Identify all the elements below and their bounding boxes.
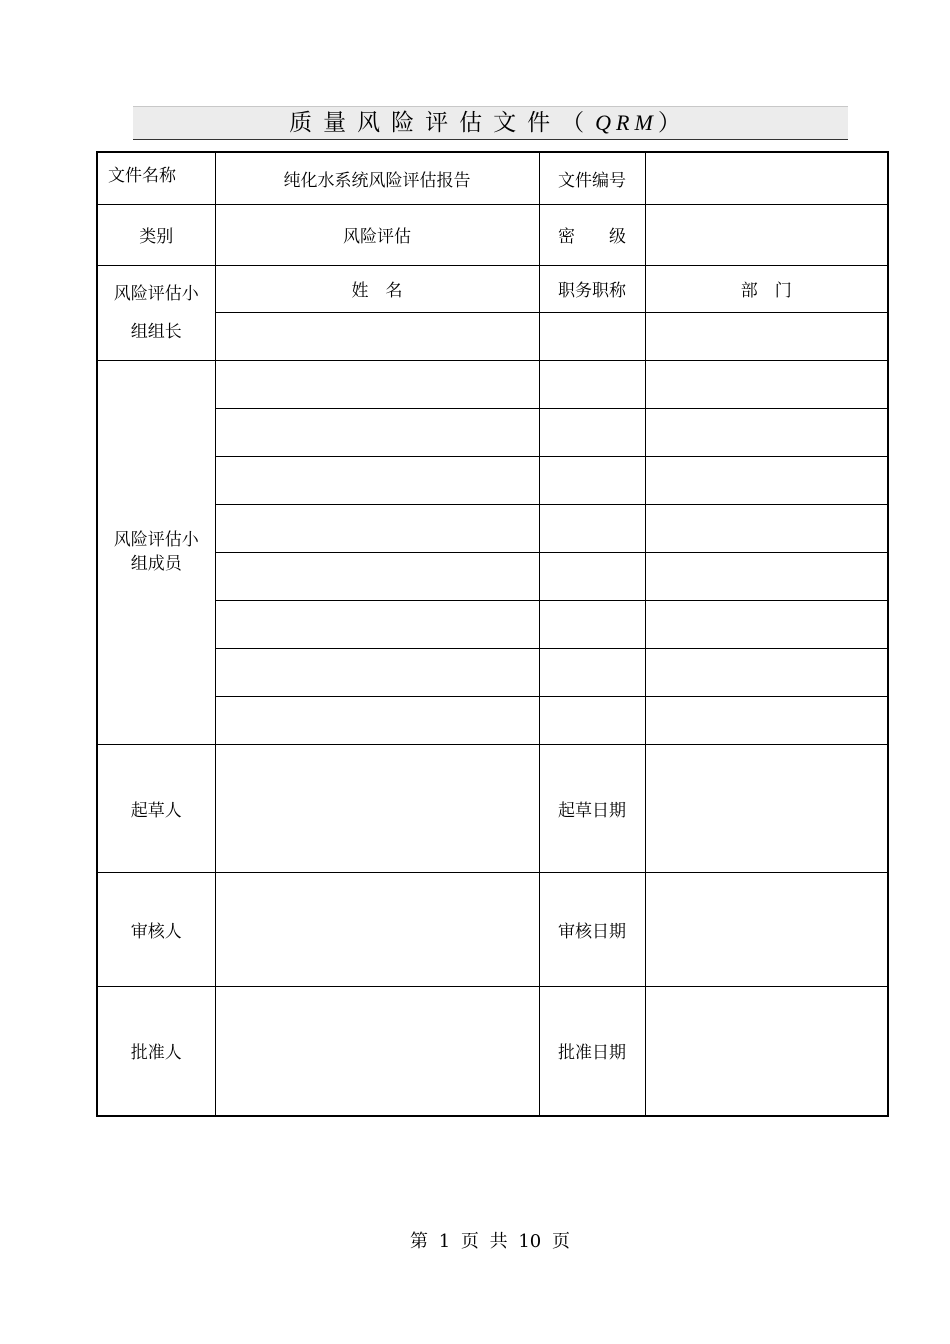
member-row — [97, 648, 888, 696]
member-title-field[interactable] — [539, 600, 645, 648]
category-label: 类别 — [97, 204, 215, 265]
member-title-field[interactable] — [539, 504, 645, 552]
member-dept-field[interactable] — [645, 408, 888, 456]
approver-label: 批准人 — [97, 986, 215, 1116]
member-row — [97, 552, 888, 600]
review-date-field[interactable] — [645, 872, 888, 986]
doc-name-label: 文件名称 — [97, 152, 215, 204]
member-title-field[interactable] — [539, 552, 645, 600]
member-name-field[interactable] — [215, 504, 539, 552]
col-header-dept: 部 门 — [645, 265, 888, 312]
member-row — [97, 408, 888, 456]
member-row — [97, 696, 888, 744]
team-leader-label-line1: 风险评估小 — [113, 283, 199, 304]
member-dept-field[interactable] — [645, 600, 888, 648]
drafter-field[interactable] — [215, 744, 539, 872]
category-row — [97, 204, 888, 265]
doc-no-label: 文件编号 — [539, 152, 645, 204]
approve-date-label: 批准日期 — [539, 986, 645, 1116]
doc-name-value[interactable]: 纯化水系统风险评估报告 — [215, 152, 539, 204]
title-text: 质量风险评估文件（ — [289, 110, 596, 136]
member-name-field[interactable] — [215, 360, 539, 408]
member-row — [97, 600, 888, 648]
secret-level-field[interactable] — [645, 204, 888, 265]
member-row — [97, 456, 888, 504]
member-title-field[interactable] — [539, 696, 645, 744]
reviewer-field[interactable] — [215, 872, 539, 986]
approver-row — [97, 986, 888, 1116]
draft-date-field[interactable] — [645, 744, 888, 872]
member-title-field[interactable] — [539, 648, 645, 696]
member-dept-field[interactable] — [645, 696, 888, 744]
review-date-label: 审核日期 — [539, 872, 645, 986]
category-value[interactable]: 风险评估 — [215, 204, 539, 265]
member-dept-field[interactable] — [645, 504, 888, 552]
member-dept-field[interactable] — [645, 456, 888, 504]
title-code: QRM — [595, 110, 658, 135]
member-name-field[interactable] — [215, 456, 539, 504]
member-name-field[interactable] — [215, 408, 539, 456]
team-leader-label — [97, 265, 215, 360]
member-title-field[interactable] — [539, 456, 645, 504]
title-close: ） — [657, 110, 692, 136]
team-members-label-line1: 风险评估小 — [113, 530, 199, 550]
leader-entry-row — [97, 312, 888, 360]
member-dept-field[interactable] — [645, 360, 888, 408]
member-title-field[interactable] — [539, 408, 645, 456]
member-name-field[interactable] — [215, 552, 539, 600]
team-leader-label-line2: 组组长 — [130, 321, 182, 342]
member-name-field[interactable] — [215, 648, 539, 696]
col-header-name: 姓 名 — [215, 265, 539, 312]
leader-dept-field[interactable] — [645, 312, 888, 360]
document-title — [289, 107, 692, 139]
member-row — [97, 504, 888, 552]
drafter-row — [97, 744, 888, 872]
approver-field[interactable] — [215, 986, 539, 1116]
leader-name-field[interactable] — [215, 312, 539, 360]
team-members-label-line2: 组成员 — [130, 554, 182, 574]
leader-header-row — [97, 265, 888, 312]
page-number: 第 1 页 共 10 页 — [410, 1231, 570, 1252]
leader-title-field[interactable] — [539, 312, 645, 360]
member-dept-field[interactable] — [645, 648, 888, 696]
drafter-label: 起草人 — [97, 744, 215, 872]
team-members-label — [97, 360, 215, 744]
document-title-bar — [133, 106, 848, 140]
approve-date-field[interactable] — [645, 986, 888, 1116]
draft-date-label: 起草日期 — [539, 744, 645, 872]
doc-no-field[interactable] — [645, 152, 888, 204]
qrm-form-table — [96, 151, 889, 1117]
reviewer-label: 审核人 — [97, 872, 215, 986]
member-name-field[interactable] — [215, 696, 539, 744]
doc-name-row — [97, 152, 888, 204]
member-name-field[interactable] — [215, 600, 539, 648]
secret-level-label: 密 级 — [539, 204, 645, 265]
member-row — [97, 360, 888, 408]
member-title-field[interactable] — [539, 360, 645, 408]
col-header-title: 职务职称 — [539, 265, 645, 312]
reviewer-row — [97, 872, 888, 986]
member-dept-field[interactable] — [645, 552, 888, 600]
